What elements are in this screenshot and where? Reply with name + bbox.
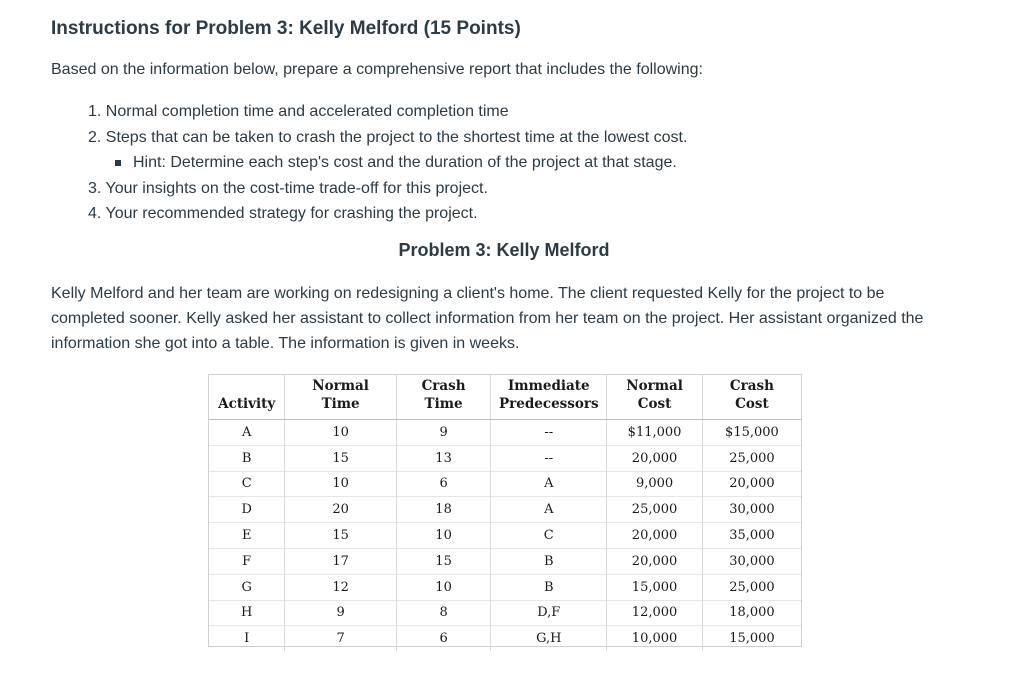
cell-crash-cost: 35,000 xyxy=(702,523,801,549)
cell-activity: G xyxy=(209,574,285,600)
cell-normal-cost: 15,000 xyxy=(607,574,703,600)
cell-predecessors: D,F xyxy=(491,600,607,626)
table-row xyxy=(209,471,801,497)
cell-normal-time: 7 xyxy=(285,626,396,651)
cell-predecessors: -- xyxy=(491,445,607,471)
cell-crash-cost: 30,000 xyxy=(702,497,801,523)
cell-predecessors: A xyxy=(491,497,607,523)
table-row xyxy=(209,497,801,523)
activity-table xyxy=(209,375,801,651)
cell-crash-time: 10 xyxy=(396,574,491,600)
list-item: 1. Normal completion time and accelerated completion time xyxy=(88,103,509,120)
cell-crash-cost: $15,000 xyxy=(702,420,801,446)
cell-normal-time: 12 xyxy=(285,574,396,600)
cell-normal-cost: 25,000 xyxy=(607,497,703,523)
cell-crash-time: 13 xyxy=(396,445,491,471)
cell-crash-time: 9 xyxy=(396,420,491,446)
list-item: 3. Your insights on the cost-time trade-off for this project. xyxy=(88,179,488,197)
cell-activity: F xyxy=(209,548,285,574)
cell-crash-cost: 18,000 xyxy=(702,600,801,626)
header-crash-cost: Crash Cost xyxy=(702,375,801,420)
header-normal-cost: Normal Cost xyxy=(607,375,703,420)
cell-normal-cost: 10,000 xyxy=(607,626,703,651)
cell-predecessors: B xyxy=(491,574,607,600)
cell-crash-cost: 15,000 xyxy=(702,626,801,651)
cell-normal-cost: 20,000 xyxy=(607,445,703,471)
cell-crash-time: 10 xyxy=(396,523,491,549)
table-row xyxy=(209,523,801,549)
cell-crash-cost: 30,000 xyxy=(702,548,801,574)
cell-crash-cost: 25,000 xyxy=(702,574,801,600)
cell-predecessors: -- xyxy=(491,420,607,446)
table-row xyxy=(209,420,801,446)
table-row xyxy=(209,574,801,600)
cell-activity: E xyxy=(209,523,285,549)
cell-normal-cost: 9,000 xyxy=(607,471,703,497)
cell-crash-time: 8 xyxy=(396,600,491,626)
cell-crash-cost: 20,000 xyxy=(702,471,801,497)
cell-crash-time: 6 xyxy=(396,471,491,497)
list-item: 4. Your recommended strategy for crashing the project. xyxy=(88,205,478,222)
cell-predecessors: B xyxy=(491,548,607,574)
cell-predecessors: G,H xyxy=(491,626,607,651)
cell-activity: B xyxy=(209,445,285,471)
cell-crash-cost: 25,000 xyxy=(702,445,801,471)
activity-table-image xyxy=(208,374,802,647)
cell-normal-cost: 12,000 xyxy=(607,600,703,626)
cell-predecessors: C xyxy=(491,523,607,549)
cell-normal-cost: 20,000 xyxy=(607,523,703,549)
cell-crash-time: 15 xyxy=(396,548,491,574)
cell-normal-cost: 20,000 xyxy=(607,548,703,574)
problem-title: Problem 3: Kelly Melford xyxy=(398,240,610,260)
cell-normal-cost: $11,000 xyxy=(607,420,703,446)
table-row xyxy=(209,445,801,471)
cell-normal-time: 20 xyxy=(285,497,396,523)
header-normal-time: Normal Time xyxy=(285,375,396,420)
page-title: Instructions for Problem 3: Kelly Melford (15 Points) xyxy=(51,18,521,39)
header-predecessors: Immediate Predecessors xyxy=(491,375,607,420)
cell-normal-time: 10 xyxy=(285,420,396,446)
intro-text: Based on the information below, prepare a comprehensive report that includes the following: xyxy=(51,61,703,78)
list-item-hint xyxy=(88,150,687,176)
cell-crash-time: 18 xyxy=(396,497,491,523)
table-row xyxy=(209,626,801,651)
square-bullet-icon xyxy=(115,160,121,166)
hint-text: Hint: Determine each step's cost and the duration of the project at that stage. xyxy=(133,154,677,171)
cell-normal-time: 15 xyxy=(285,445,396,471)
header-crash-time: Crash Time xyxy=(396,375,491,420)
requirements-list xyxy=(88,99,687,227)
cell-normal-time: 15 xyxy=(285,523,396,549)
header-activity: Activity xyxy=(209,375,285,420)
cell-crash-time: 6 xyxy=(396,626,491,651)
cell-activity: I xyxy=(209,626,285,651)
cell-activity: H xyxy=(209,600,285,626)
cell-activity: D xyxy=(209,497,285,523)
list-item: 2. Steps that can be taken to crash the project to the shortest time at the lowest cost. xyxy=(88,128,688,146)
cell-predecessors: A xyxy=(491,471,607,497)
cell-normal-time: 17 xyxy=(285,548,396,574)
cell-activity: A xyxy=(241,424,252,440)
table-row xyxy=(209,600,801,626)
cell-activity: C xyxy=(209,471,285,497)
cell-normal-time: 9 xyxy=(285,600,396,626)
cell-normal-time: 10 xyxy=(285,471,396,497)
problem-description: Kelly Melford and her team are working on redesigning a client's home. The client requested Kelly for the project to be completed sooner. Kelly asked her assistant to collect information from her team on the project. Her assistant organized the information she got into a table. The information is given in weeks. xyxy=(51,285,924,352)
table-header-row xyxy=(209,375,801,420)
table-row xyxy=(209,548,801,574)
